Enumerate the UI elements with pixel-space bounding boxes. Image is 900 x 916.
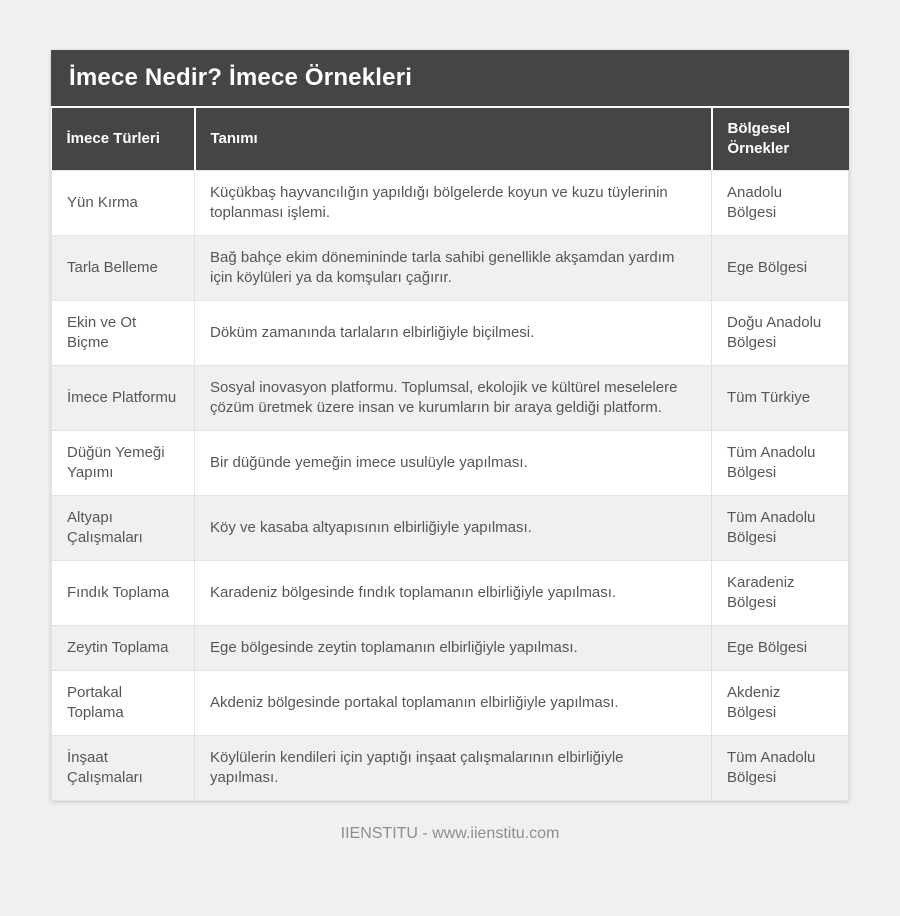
type-cell: Fındık Toplama <box>52 561 195 626</box>
region-cell: Akdeniz Bölgesi <box>712 671 849 736</box>
imece-table <box>51 108 849 801</box>
table-row <box>52 301 849 366</box>
table-row <box>52 626 849 671</box>
type-cell: Ekin ve Ot Biçme <box>52 301 195 366</box>
region-cell: Ege Bölgesi <box>712 236 849 301</box>
page-title: İmece Nedir? İmece Örnekleri <box>51 50 849 108</box>
column-header-definition: Tanımı <box>195 108 712 171</box>
region-cell: Tüm Türkiye <box>712 366 849 431</box>
column-header-type: İmece Türleri <box>52 108 195 171</box>
definition-cell: Köy ve kasaba altyapısının elbirliğiyle yapılması. <box>195 496 712 561</box>
region-cell: Karadeniz Bölgesi <box>712 561 849 626</box>
table-row <box>52 671 849 736</box>
table-row <box>52 431 849 496</box>
type-cell: İmece Platformu <box>52 366 195 431</box>
region-cell: Tüm Anadolu Bölgesi <box>712 431 849 496</box>
type-cell: Tarla Belleme <box>52 236 195 301</box>
type-cell: Düğün Yemeği Yapımı <box>52 431 195 496</box>
table-row <box>52 171 849 236</box>
region-cell: Tüm Anadolu Bölgesi <box>712 736 849 801</box>
definition-cell: Bir düğünde yemeğin imece usulüyle yapılması. <box>195 431 712 496</box>
definition-cell: Köylülerin kendileri için yaptığı inşaat çalışmalarının elbirliğiyle yapılması. <box>195 736 712 801</box>
region-cell: Doğu Anadolu Bölgesi <box>712 301 849 366</box>
region-cell: Anadolu Bölgesi <box>712 171 849 236</box>
definition-cell: Sosyal inovasyon platformu. Toplumsal, ekolojik ve kültürel meselelere çözüm üretmek üzere insan ve kurumların bir araya geldiği platform. <box>195 366 712 431</box>
table-row <box>52 736 849 801</box>
type-cell: Yün Kırma <box>52 171 195 236</box>
table-row <box>52 561 849 626</box>
type-cell: İnşaat Çalışmaları <box>52 736 195 801</box>
table-row <box>52 496 849 561</box>
definition-cell: Akdeniz bölgesinde portakal toplamanın elbirliğiyle yapılması. <box>195 671 712 736</box>
type-cell: Altyapı Çalışmaları <box>52 496 195 561</box>
table-row <box>52 236 849 301</box>
region-cell: Tüm Anadolu Bölgesi <box>712 496 849 561</box>
table-header-row <box>52 108 849 171</box>
footer-credit: IIENSTITU - www.iienstitu.com <box>340 825 560 842</box>
definition-cell: Döküm zamanında tarlaların elbirliğiyle biçilmesi. <box>195 301 712 366</box>
definition-cell: Karadeniz bölgesinde fındık toplamanın elbirliğiyle yapılması. <box>195 561 712 626</box>
column-header-region: Bölgesel Örnekler <box>712 108 849 171</box>
definition-cell: Küçükbaş hayvancılığın yapıldığı bölgelerde koyun ve kuzu tüylerinin toplanması işlemi. <box>195 171 712 236</box>
imece-card <box>51 50 849 801</box>
table-row <box>52 366 849 431</box>
definition-cell: Ege bölgesinde zeytin toplamanın elbirliğiyle yapılması. <box>195 626 712 671</box>
type-cell: Zeytin Toplama <box>52 626 195 671</box>
type-cell: Portakal Toplama <box>52 671 195 736</box>
definition-cell: Bağ bahçe ekim dönemininde tarla sahibi genellikle akşamdan yardım için köylüleri ya da komşuları çağırır. <box>195 236 712 301</box>
region-cell: Ege Bölgesi <box>712 626 849 671</box>
